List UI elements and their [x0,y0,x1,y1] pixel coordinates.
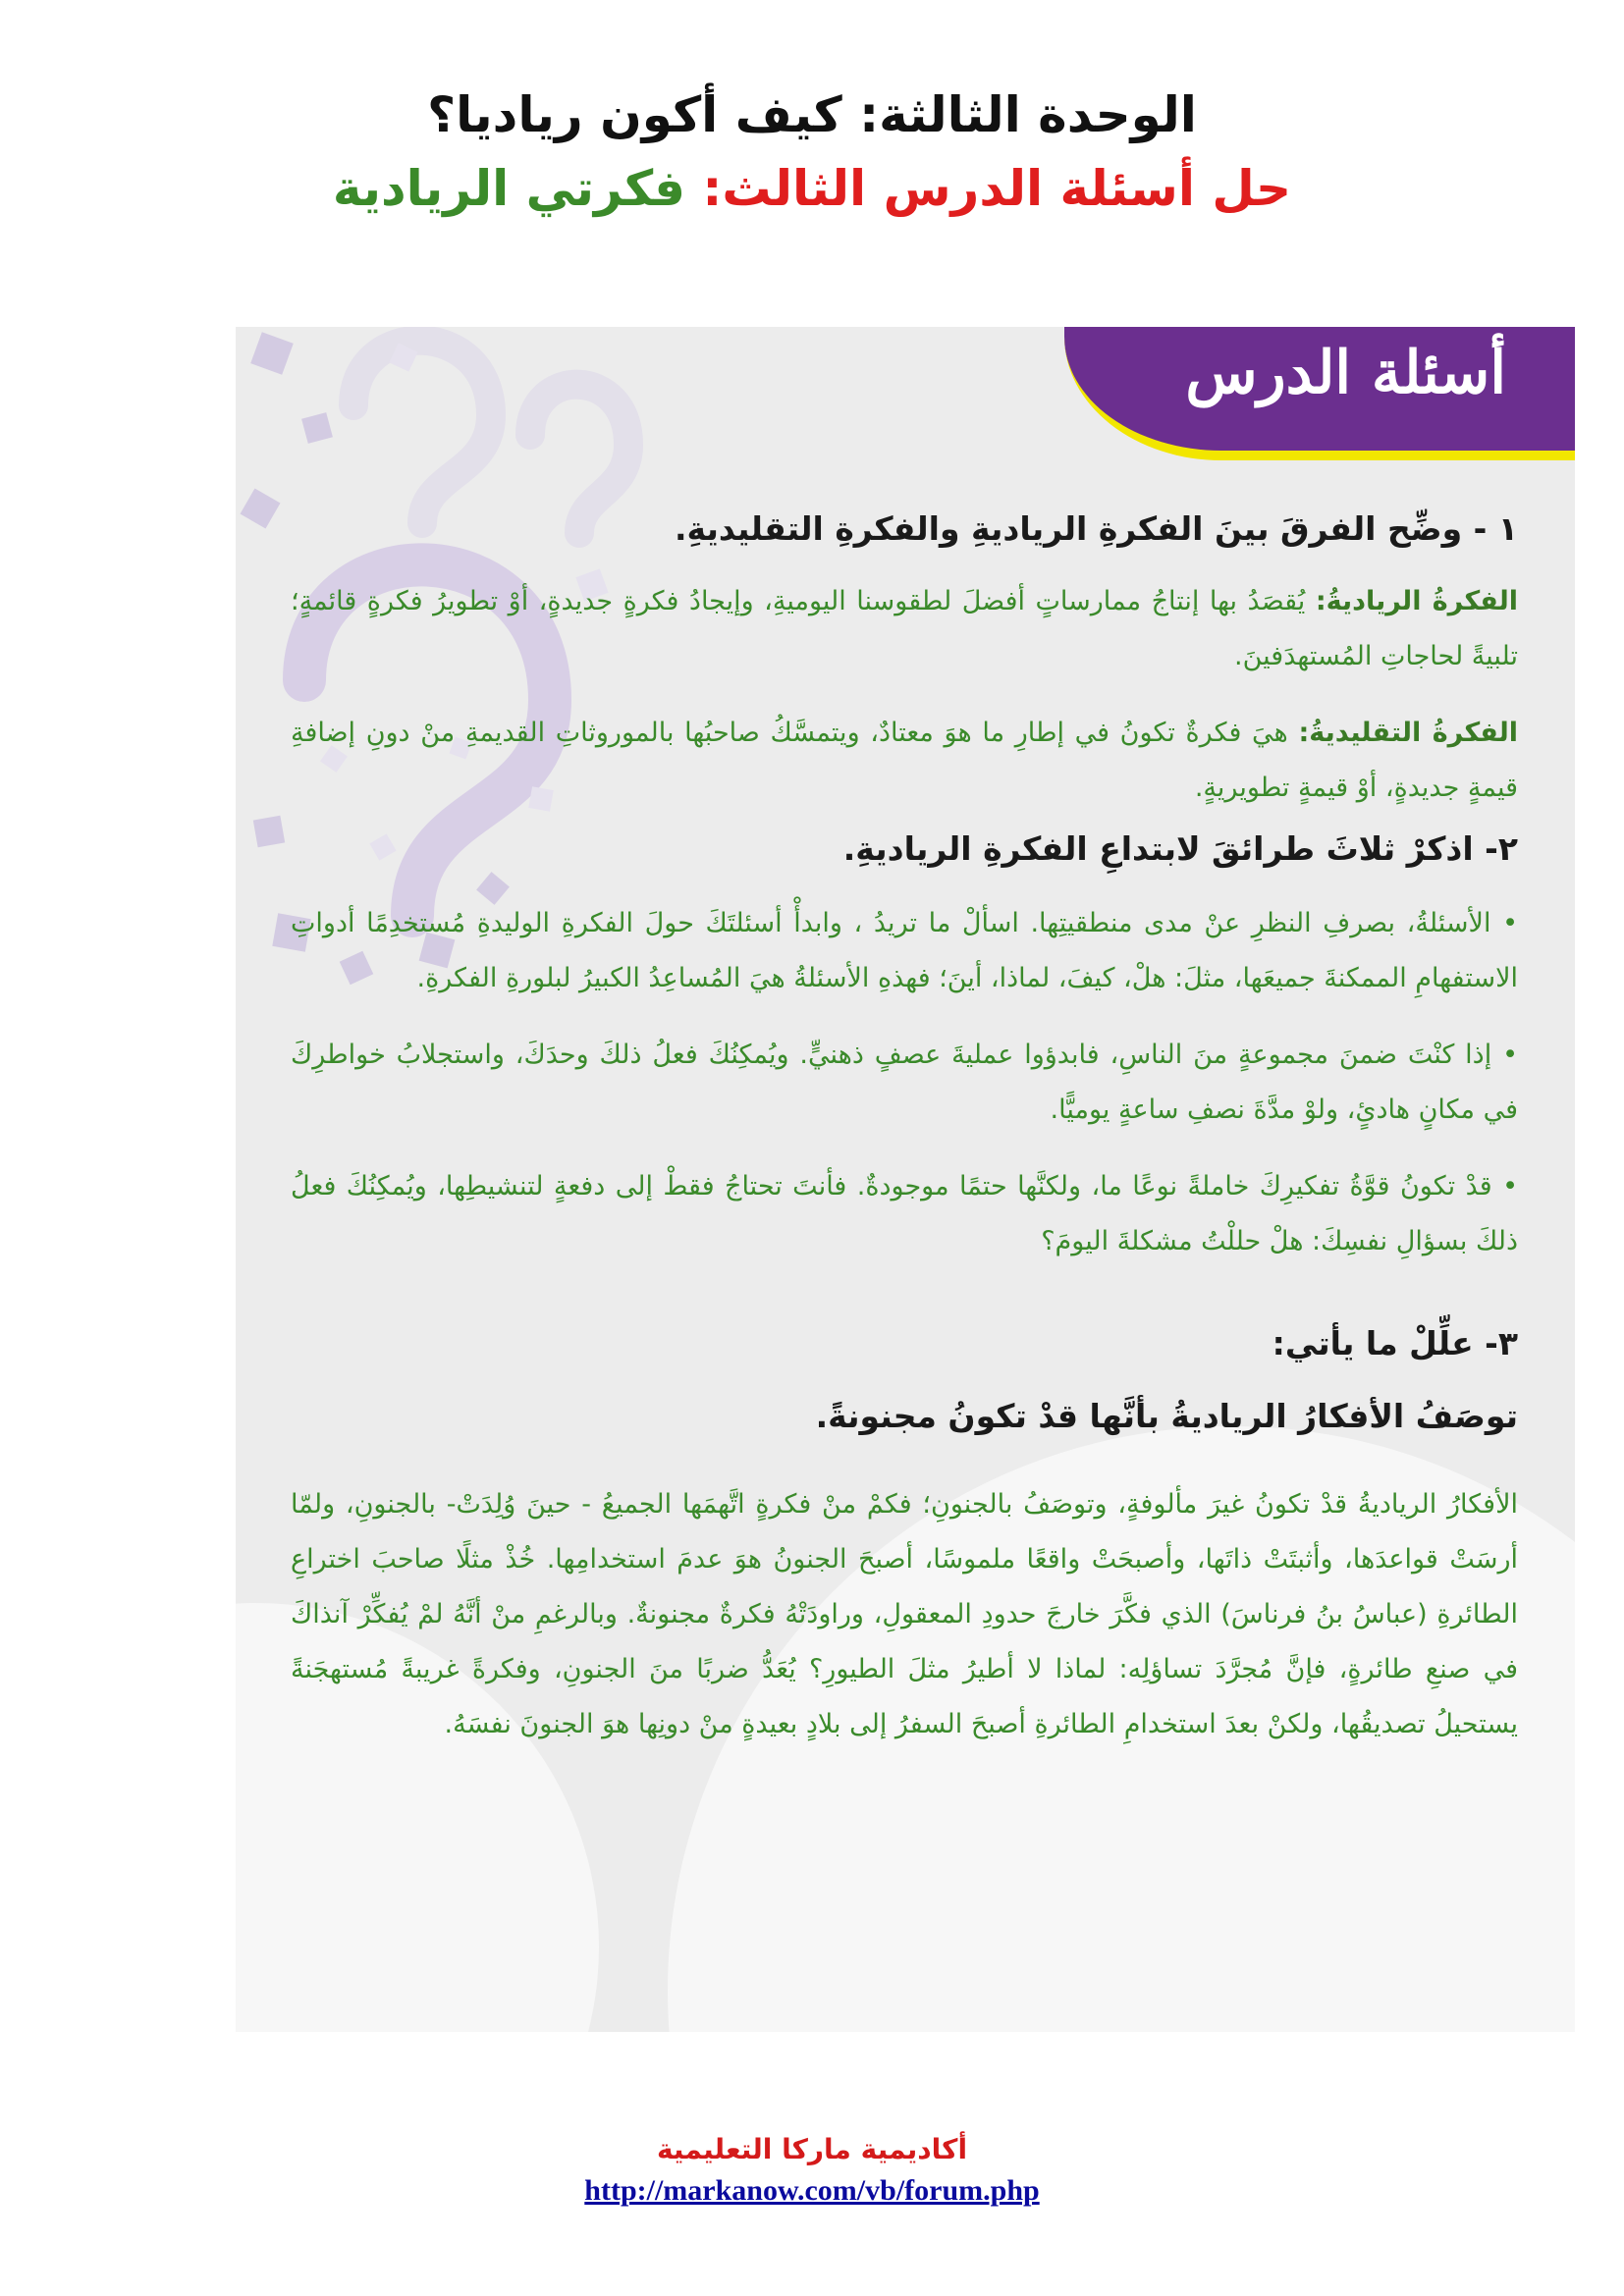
answer-1-entrepreneurial-label: الفكرةُ الرياديةُ: [1315,586,1519,616]
academy-name: أكاديمية ماركا التعليمية [656,2133,968,2165]
question-1: ١ - وضِّح الفرقَ بينَ الفكرةِ الرياديةِ والفكرةِ التقليديةِ. [674,509,1518,548]
answer-1-entrepreneurial-text: يُقصَدُ بها إنتاجُ ممارساتٍ أفضلَ لطقوسنا اليوميةِ، وإيجادُ فكرةٍ جديدةٍ، أوْ تطويرُ فكرةٍ قائمةٍ؛ تلبيةً لحاجاتِ المُستهدَفينَ. [291,586,1518,671]
lesson-name: فكرتي الريادية [332,160,685,217]
page-header [0,80,1624,228]
answer-1-entrepreneurial [291,574,1518,684]
unit-title: الوحدة الثالثة: كيف أكون رياديا؟ [427,86,1197,143]
answer-3: الأفكارُ الرياديةُ قدْ تكونُ غيرَ مألوفةٍ، وتوصَفُ بالجنونِ؛ فكمْ منْ فكرةٍ اتَّهمَها الجميعُ - حينَ وُلِدَتْ- بالجنونِ، ولمّا أرسَتْ قواعدَها، وأثبتَتْ ذاتَها، وأصبحَتْ واقعًا ملموسًا، أصبحَ الجنونُ هوَ عدمَ استخدامِها. خُذْ مثلًا صاحبَ اختراعِ الطائرةِ (عباسُ بنُ فرناسَ) الذي فكَّرَ خارجَ حدودِ المعقولِ، وراودَتْهُ فكرةٌ مجنونةٌ. وبالرغمِ منْ أنَّهُ لمْ يُفكِّرْ آنذاكَ في صنعِ طائرةٍ، فإنَّ مُجرَّدَ تساؤلِه: لماذا لا أطيرُ مثلَ الطيورِ؟ يُعَدُّ ضربًا منَ الجنونِ، وفكرةً غريبةً مُستهجَنةً يستحيلُ تصديقُها، ولكنْ بعدَ استخدامِ الطائرةِ أصبحَ السفرُ إلى بلادٍ بعيدةٍ منْ دونِها هوَ الجنونَ نفسَهُ. [291,1489,1518,1739]
lesson-title [0,149,1624,228]
answer-2-bullet-3: • قدْ تكونُ قوَّةُ تفكيرِكَ خاملةً نوعًا ما، ولكنَّها حتمًا موجودةٌ. فأنتَ تحتاجُ فقطْ إلى دفعةٍ لتنشيطِها، ويُمكِنُكَ فعلُ ذلكَ بسؤالِ نفسِكَ: هلْ حللْتُ مشكلةَ اليومَ؟ [291,1171,1518,1256]
answer-2-bullet-1: • الأسئلةُ، بصرفِ النظرِ عنْ مدى منطقيتِها. اسألْ ما تريدُ ، وابدأْ أسئلتَكَ حولَ الفكرةِ الوليدةِ مُستخدِمًا أدواتِ الاستفهامِ الممكنةَ جميعَها، مثلَ: هلْ، كيفَ، لماذا، أينَ؛ فهذهِ الأسئلةُ هيَ المُساعِدُ الكبيرُ لبلورةِ الفكرةِ. [291,908,1518,993]
answer-1-traditional-label: الفكرةُ التقليديةُ: [1298,718,1518,748]
forum-link[interactable]: http://markanow.com/vb/forum.php [584,2174,1040,2207]
page-footer [0,2130,1624,2213]
banner-title: أسئلة الدرس [1185,339,1506,407]
lesson-questions-panel [236,327,1575,2032]
question-2: ٢- اذكرْ ثلاثَ طرائقَ لابتداعِ الفكرةِ الرياديةِ. [842,829,1518,868]
question-3-statement: توصَفُ الأفكارُ الرياديةُ بأنَّها قدْ تكونُ مجنونةً. [815,1397,1518,1435]
lesson-questions-banner [1064,327,1575,460]
answer-1-traditional [291,706,1518,816]
answer-1-traditional-text: هيَ فكرةٌ تكونُ في إطارِ ما هوَ معتادٌ، ويتمسَّكُ صاحبُها بالموروثاتِ القديمةِ منْ دونِ إضافةِ قيمةٍ جديدةٍ، أوْ قيمةٍ تطويريةٍ. [291,718,1518,803]
questions-content [291,504,1518,1752]
question-3: ٣- علِّلْ ما يأتي: [1272,1324,1518,1362]
lesson-prefix: حل أسئلة الدرس الثالث: [702,160,1292,217]
answer-2-bullet-2: • إذا كنْتَ ضمنَ مجموعةٍ منَ الناسِ، فابدؤوا عمليةَ عصفٍ ذهنيٍّ. ويُمكِنُكَ فعلُ ذلكَ وحدَكَ، واستجلابُ خواطرِكَ في مكانٍ هادئٍ، ولوْ مدَّةَ نصفِ ساعةٍ يوميًّا. [291,1040,1518,1125]
